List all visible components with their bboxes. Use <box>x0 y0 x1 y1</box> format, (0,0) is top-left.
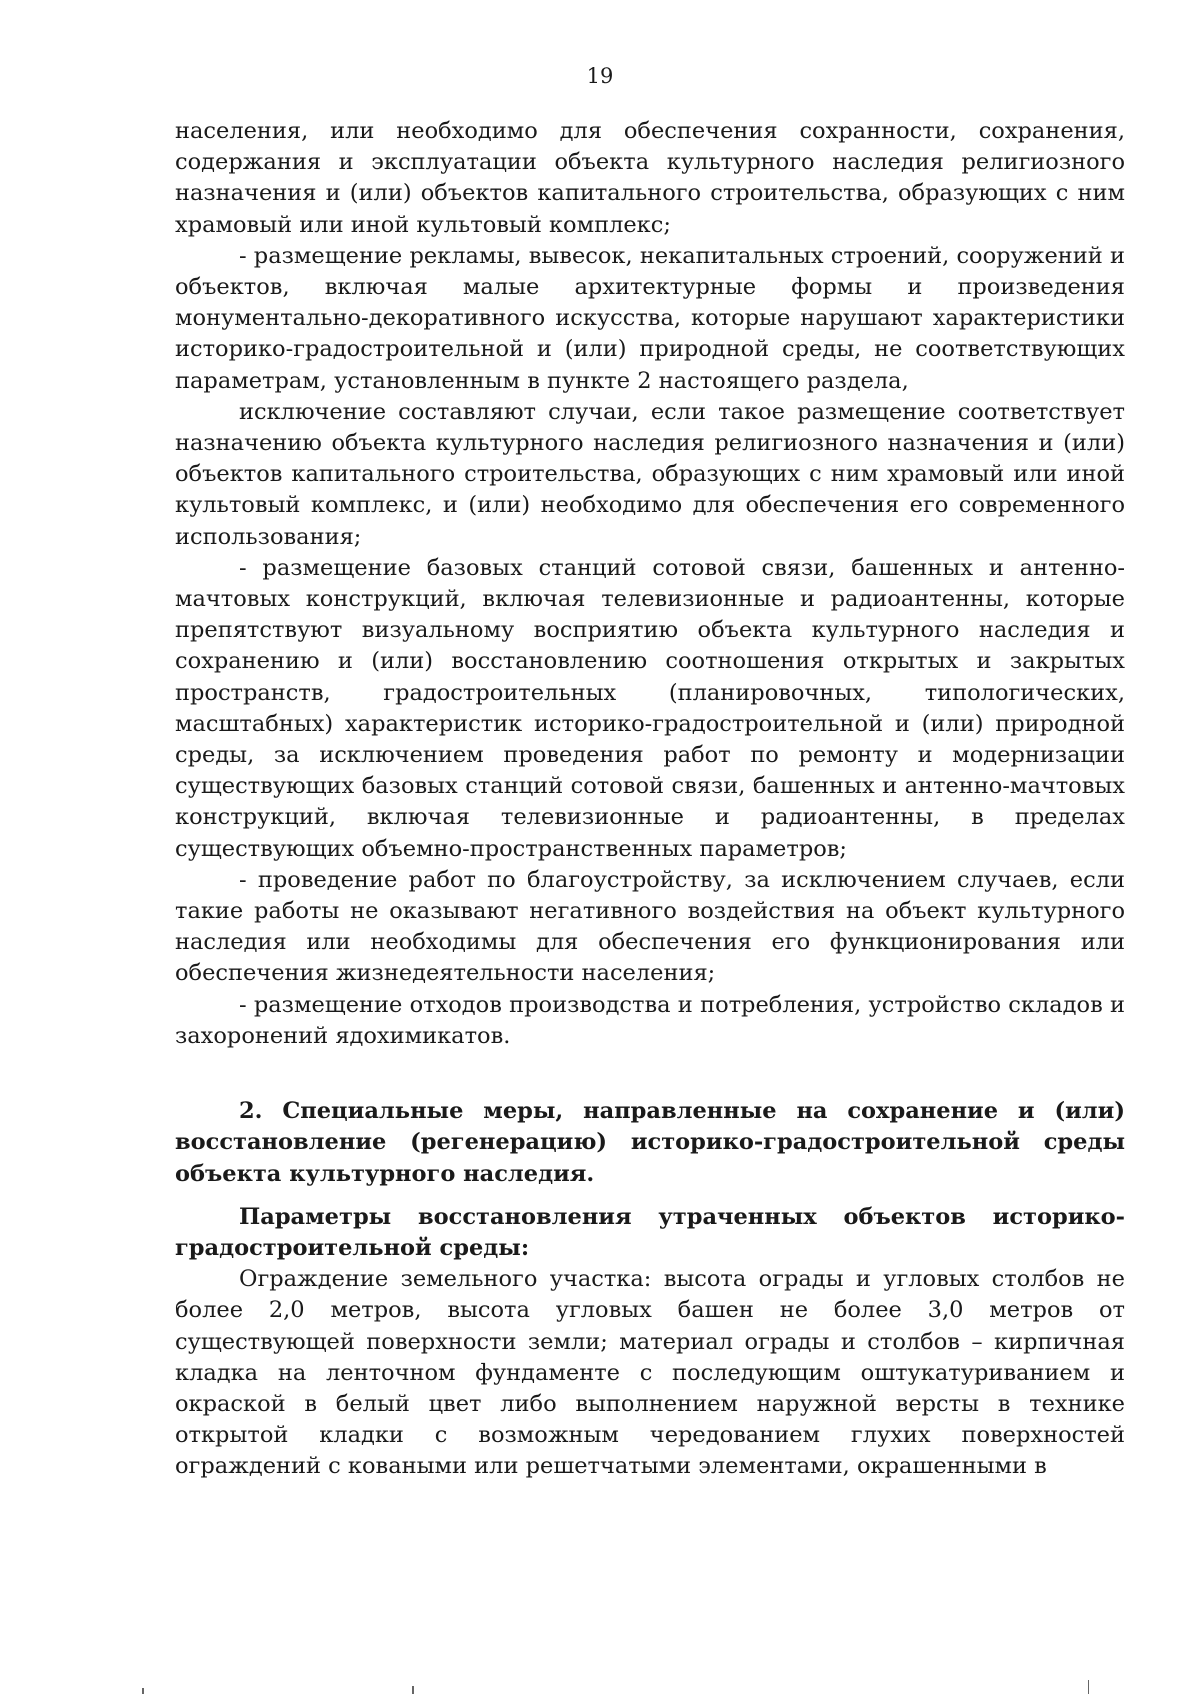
paragraph: Ограждение земельного участка: высота ограды и угловых столбов не более 2,0 метров, высота угловых башен не более 3,0 метров от существующей поверхности земли; материал ограды и столбов – кирпичная кладка на ленточном фундаменте с последующим оштукатуриванием и окраской в белый цвет либо выполнением наружной версты в технике открытой кладки с возможным чередованием глухих поверхностей ограждений с коваными или решетчатыми элементами, окрашенными в <box>175 1266 1125 1480</box>
section-heading: 2. Специальные меры, направленные на сохранение и (или) восстановление (регенерацию) историко-градостроительной среды объекта культурного наследия. <box>175 1098 1125 1187</box>
paragraph: - размещение отходов производства и потребления, устройство складов и захоронений ядохимикатов. <box>175 991 1125 1049</box>
paragraph: - размещение рекламы, вывесок, некапитальных строений, сооружений и объектов, включая малые архитектурные формы и произведения монументально-декоративного искусства, которые нарушают характеристики историко-градостроительной и (или) природной среды, не соответствующих параметрам, установленным в пункте 2 настоящего раздела, <box>175 242 1125 394</box>
page-number: 19 <box>586 64 614 88</box>
spacer <box>175 1190 1125 1202</box>
scan-mark <box>142 1688 144 1694</box>
subheading: Параметры восстановления утраченных объектов историко-градостроительной среды: <box>175 1203 1125 1261</box>
paragraph: - размещение базовых станций сотовой связи, башенных и антенно-мачтовых конструкций, включая телевизионные и радиоантенны, которые препятствуют визуальному восприятию объекта культурного наследия и сохранению и (или) восстановлению соотношения открытых и закрытых пространств, градостроительных (планировочных, типологических, масштабных) характеристик историко-градостроительной и (или) природной среды, за исключением проведения работ по ремонту и модернизации существующих базовых станций сотовой связи, башенных и антенно-мачтовых конструкций, включая телевизионные и радиоантенны, в пределах существующих объемно-пространственных параметров; <box>175 554 1125 862</box>
scan-mark <box>412 1686 414 1694</box>
spacer <box>175 1052 1125 1096</box>
document-body <box>175 116 1125 1483</box>
paragraph: исключение составляют случаи, если такое размещение соответствует назначению объекта культурного наследия религиозного назначения и (или) объектов капитального строительства, образующих с ним храмовый или иной культовый комплекс, и (или) необходимо для обеспечения его современного использования; <box>175 398 1125 550</box>
scan-mark <box>1088 1680 1089 1694</box>
paragraph: населения, или необходимо для обеспечения сохранности, сохранения, содержания и эксплуатации объекта культурного наследия религиозного назначения и (или) объектов капитального строительства, образующих с ним храмовый или иной культовый комплекс; <box>175 118 1125 238</box>
paragraph: - проведение работ по благоустройству, за исключением случаев, если такие работы не оказывают негативного воздействия на объект культурного наследия или необходимы для обеспечения его функционирования или обеспечения жизнедеятельности населения; <box>175 866 1125 987</box>
